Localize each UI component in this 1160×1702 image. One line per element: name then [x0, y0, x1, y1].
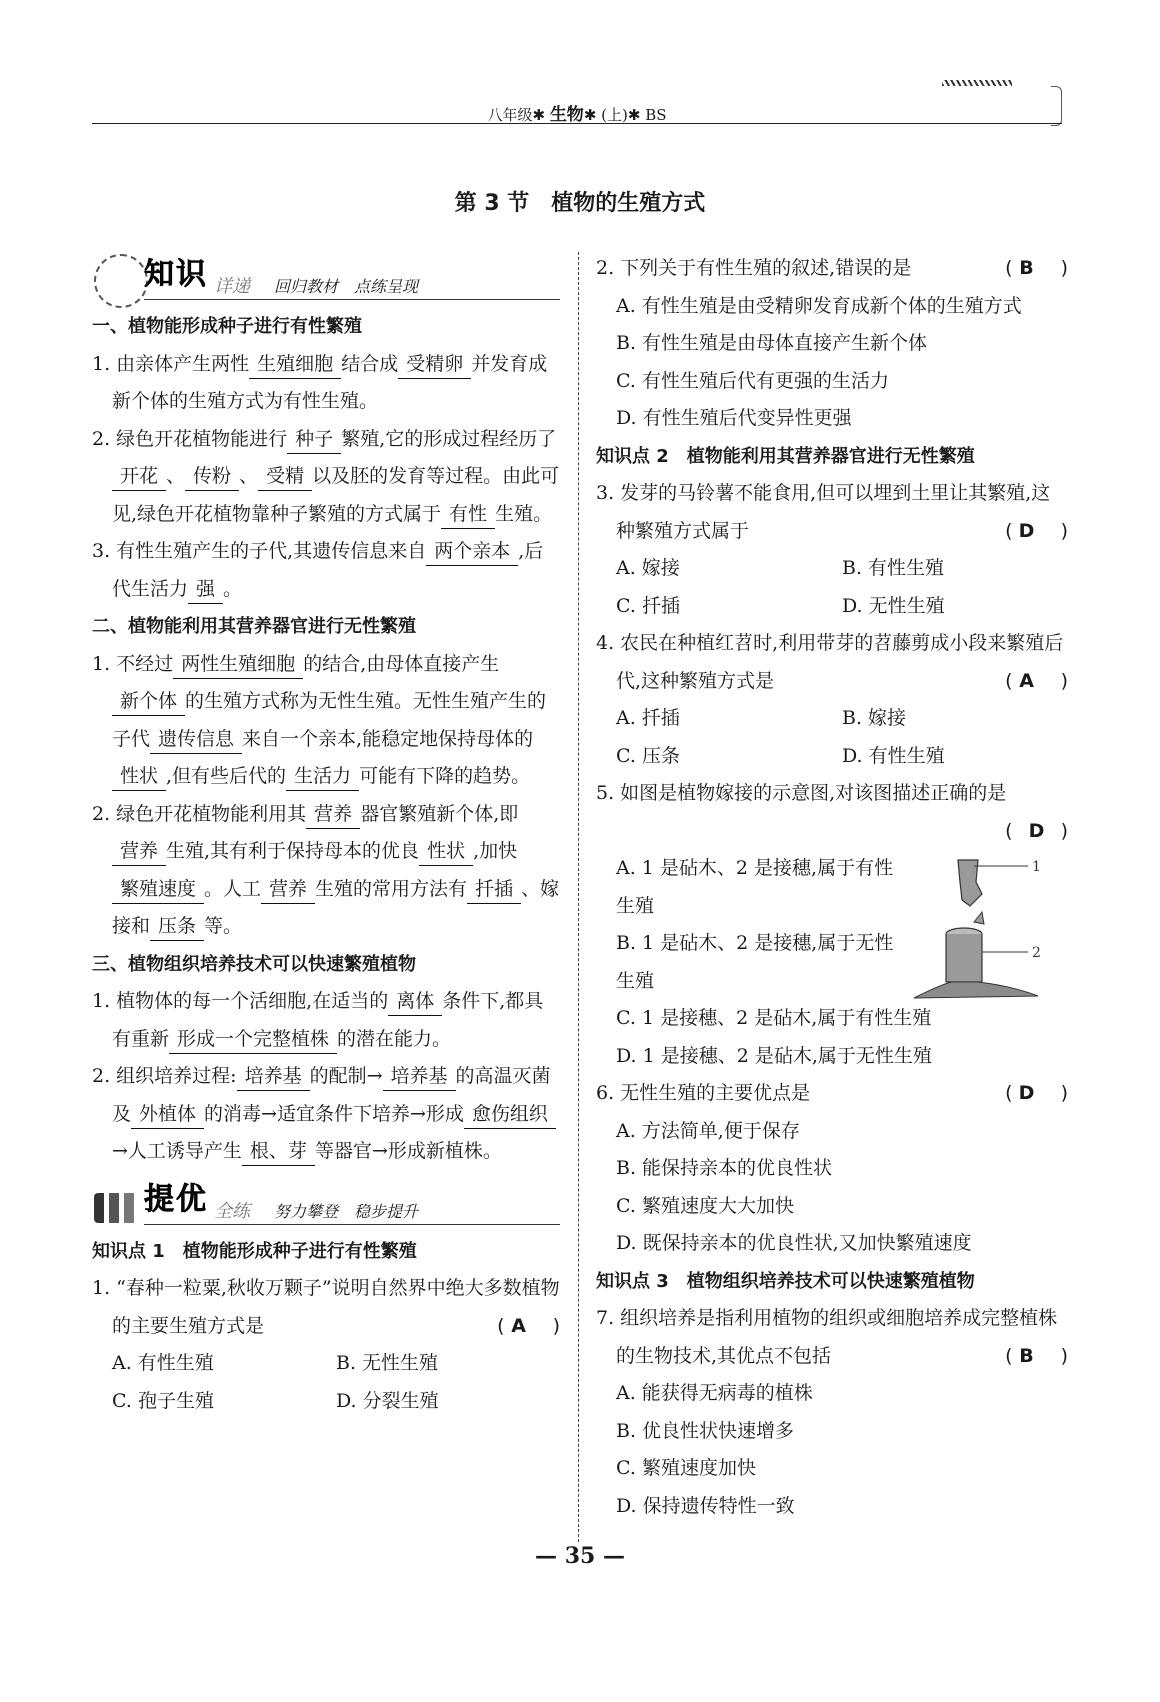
- answer-q5: D: [1028, 819, 1045, 842]
- fill-item: 3. 有性生殖产生的子代,其遗传信息来自 两个亲本 ,后代生活力 强 。: [92, 533, 560, 608]
- question-6: 6. 无性生殖的主要优点是 ( D ): [596, 1075, 1068, 1113]
- question-4: 4. 农民在种植红苕时,利用带芽的苕藤剪成小段来繁殖后代,这种繁殖方式是 ( A ): [596, 625, 1068, 700]
- knowledge-point-3: 知识点 3 植物组织培养技术可以快速繁殖植物: [596, 1270, 975, 1292]
- knowledge-banner: 知识 详递 回归教材 点练呈现: [92, 250, 560, 308]
- header-text: 八年级✱ 生物✱ (上)✱ BS: [487, 105, 667, 125]
- heading-sexual-reproduction: 一、植物能形成种子进行有性繁殖: [92, 316, 362, 337]
- fill-item: 1. 由亲体产生两性 生殖细胞 结合成 受精卵 并发育成新个体的生殖方式为有性生殖。: [92, 346, 560, 421]
- page-header: [92, 80, 1062, 124]
- question-2: 2. 下列关于有性生殖的叙述,错误的是 ( B ): [596, 250, 1068, 288]
- heading-asexual-reproduction: 二、植物能利用其营养器官进行无性繁殖: [92, 616, 416, 637]
- page-number: — 35 —: [535, 1543, 625, 1569]
- fill-item: 2. 绿色开花植物能利用其 营养 器官繁殖新个体,即营养 生殖,其有利于保持母本的优良 性状 ,加快繁殖速度 。人工 营养 生殖的常用方法有 扦插 、嫁接和 压条 等。: [92, 796, 560, 946]
- microscope-icon: [94, 254, 148, 308]
- header-hatch-decoration: [942, 80, 1012, 86]
- bar-chart-icon: [94, 1193, 144, 1223]
- heading-tissue-culture: 三、植物组织培养技术可以快速繁殖植物: [92, 953, 416, 975]
- fill-item: 1. 不经过 两性生殖细胞 的结合,由母体直接产生新个体 的生殖方式称为无性生殖。无性生殖产生的子代 遗传信息 来自一个亲本,能稳定地保持母体的性状 ,但有些后代的 生活力 可能有下降的趋势。: [92, 646, 560, 796]
- question-1: 1. “春种一粒粟,秋收万颗子”说明自然界中绝大多数植物的主要生殖方式是 ( A ): [92, 1270, 560, 1345]
- diagram-label-2: 2: [1032, 945, 1041, 961]
- answer-q1: A: [511, 1314, 526, 1337]
- answer-q2: B: [1019, 257, 1034, 279]
- answer-q7: B: [1019, 1344, 1034, 1367]
- fill-item: 1. 植物体的每一个活细胞,在适当的 离体 条件下,都具有重新 形成一个完整植株 的潜在能力。: [92, 983, 560, 1058]
- answer-q6: D: [1018, 1082, 1035, 1104]
- fill-item: 2. 绿色开花植物能进行 种子 繁殖,它的形成过程经历了开花 、 传粉 、 受精 以及胚的发育等过程。由此可见,绿色开花植物靠种子繁殖的方式属于 有性 生殖。: [92, 421, 560, 534]
- diagram-label-1: 1: [1032, 859, 1041, 875]
- answer-q4: A: [1019, 669, 1034, 692]
- question-7: 7. 组织培养是指利用植物的组织或细胞培养成完整植株的生物技术,其优点不包括 ( B ): [596, 1300, 1068, 1375]
- right-column: 2. 下列关于有性生殖的叙述,错误的是 ( B ) A. 有性生殖是由受精卵发育成新个体的生殖方式 B. 有性生殖是由母体直接产生新个体 C. 有性生殖后代有更强的生活力 D. 有性生殖后代变异性更强 知识点 2 植物能利用其营养器官进行无性繁殖 3. 发芽的马铃薯不能食用,但可以埋到土里让其繁殖,这种繁殖方式属于 ( D ) A. 嫁接 B. 有性生殖 C. 扦插 D. 无性生殖 4. 农民在种植红苕时,利用带芽的苕藤剪成小段来繁殖后代,这种繁殖方式是 ( A ) A. 扦插 B. 嫁接 C. 压条 D. 有性生殖 5. 如图是植物嫁接的示意图,对该图描述正确的是 ( D ) 1 2 A. 1 是砧木、2 是接穗,属于有性生殖 B. 1 是砧木、2 是接穗,属于无性生殖 C. 1 是接穗、2 是砧木,属于有性生殖 D. 1 是接穗、2 是砧木,属于无性生殖 6. 无性生殖的主要优点是 ( D ) A. 方法简单,便于保存 B. 能保持亲本的优良性状 C. 繁殖速度大大加快 D. 既保持亲本的优良性状,又加快繁殖速度 知识点 3 植物组织培养技术可以快速繁殖植物 7. 组织培养是指利用植物的组织或细胞培养成完整植株的生物技术,其优点不包括 ( B ) A. 能获得无病毒的植株 B. 优良性状快速增多 C. 繁殖速度加快 D. 保持遗传特性一致: [596, 250, 1068, 1525]
- question-5: 5. 如图是植物嫁接的示意图,对该图描述正确的是: [596, 782, 1007, 804]
- grafting-diagram: [912, 852, 1062, 1022]
- left-column: 知识 详递 回归教材 点练呈现 一、植物能形成种子进行有性繁殖 1. 由亲体产生两性 生殖细胞 结合成 受精卵 并发育成新个体的生殖方式为有性生殖。 2. 绿色开花植物能进行 种子 繁殖,它的形成过程经历了开花 、 传粉 、 受精 以及胚的发育等过程。由此可见,绿色开花植物靠种子繁殖的方式属于 有性 生殖。 3. 有性生殖产生的子代,其遗传信息来自 两个亲本 ,后代生活力 强 。 二、植物能利用其营养器官进行无性繁殖 1. 不经过 两性生殖细胞 的结合,由母体直接产生新个体 的生殖方式称为无性生殖。无性生殖产生的子代 遗传信息 来自一个亲本,能稳定地保持母体的性状 ,但有些后代的 生活力 可能有下降的趋势。 2. 绿色开花植物能利用其 营养 器官繁殖新个体,即营养 生殖,其有利于保持母本的优良 性状 ,加快繁殖速度 。人工 营养 生殖的常用方法有 扦插 、嫁接和 压条 等。 三、植物组织培养技术可以快速繁殖植物 1. 植物体的每一个活细胞,在适当的 离体 条件下,都具有重新 形成一个完整植株 的潜在能力。 2. 组织培养过程: 培养基 的配制→ 培养基 的高温灭菌及 外植体 的消毒→适宜条件下培养→形成 愈伤组织→人工诱导产生 根、芽 等器官→形成新植株。 提优 全练 努力攀登 稳步提升 知识点 1 植物能形成种子进行有性繁殖 1. “春种一粒粟,秋收万颗子”说明自然界中绝大多数植物的主要生殖方式是 ( A ) A. 有性生殖 B. 无性生殖 C. 孢子生殖 D. 分裂生殖: [92, 250, 560, 1420]
- knowledge-point-1: 知识点 1 植物能形成种子进行有性繁殖: [92, 1240, 417, 1262]
- section-title: 第 3 节 植物的生殖方式: [454, 191, 706, 216]
- practice-banner: 提优 全练 努力攀登 稳步提升: [92, 1175, 560, 1233]
- fill-item: 2. 组织培养过程: 培养基 的配制→ 培养基 的高温灭菌及 外植体 的消毒→适宜条件下培养→形成 愈伤组织→人工诱导产生 根、芽 等器官→形成新植株。: [92, 1058, 560, 1171]
- answer-q3: D: [1018, 519, 1035, 542]
- question-3: 3. 发芽的马铃薯不能食用,但可以埋到土里让其繁殖,这种繁殖方式属于 ( D ): [596, 475, 1068, 550]
- knowledge-point-2: 知识点 2 植物能利用其营养器官进行无性繁殖: [596, 445, 975, 467]
- column-divider: [578, 252, 579, 1542]
